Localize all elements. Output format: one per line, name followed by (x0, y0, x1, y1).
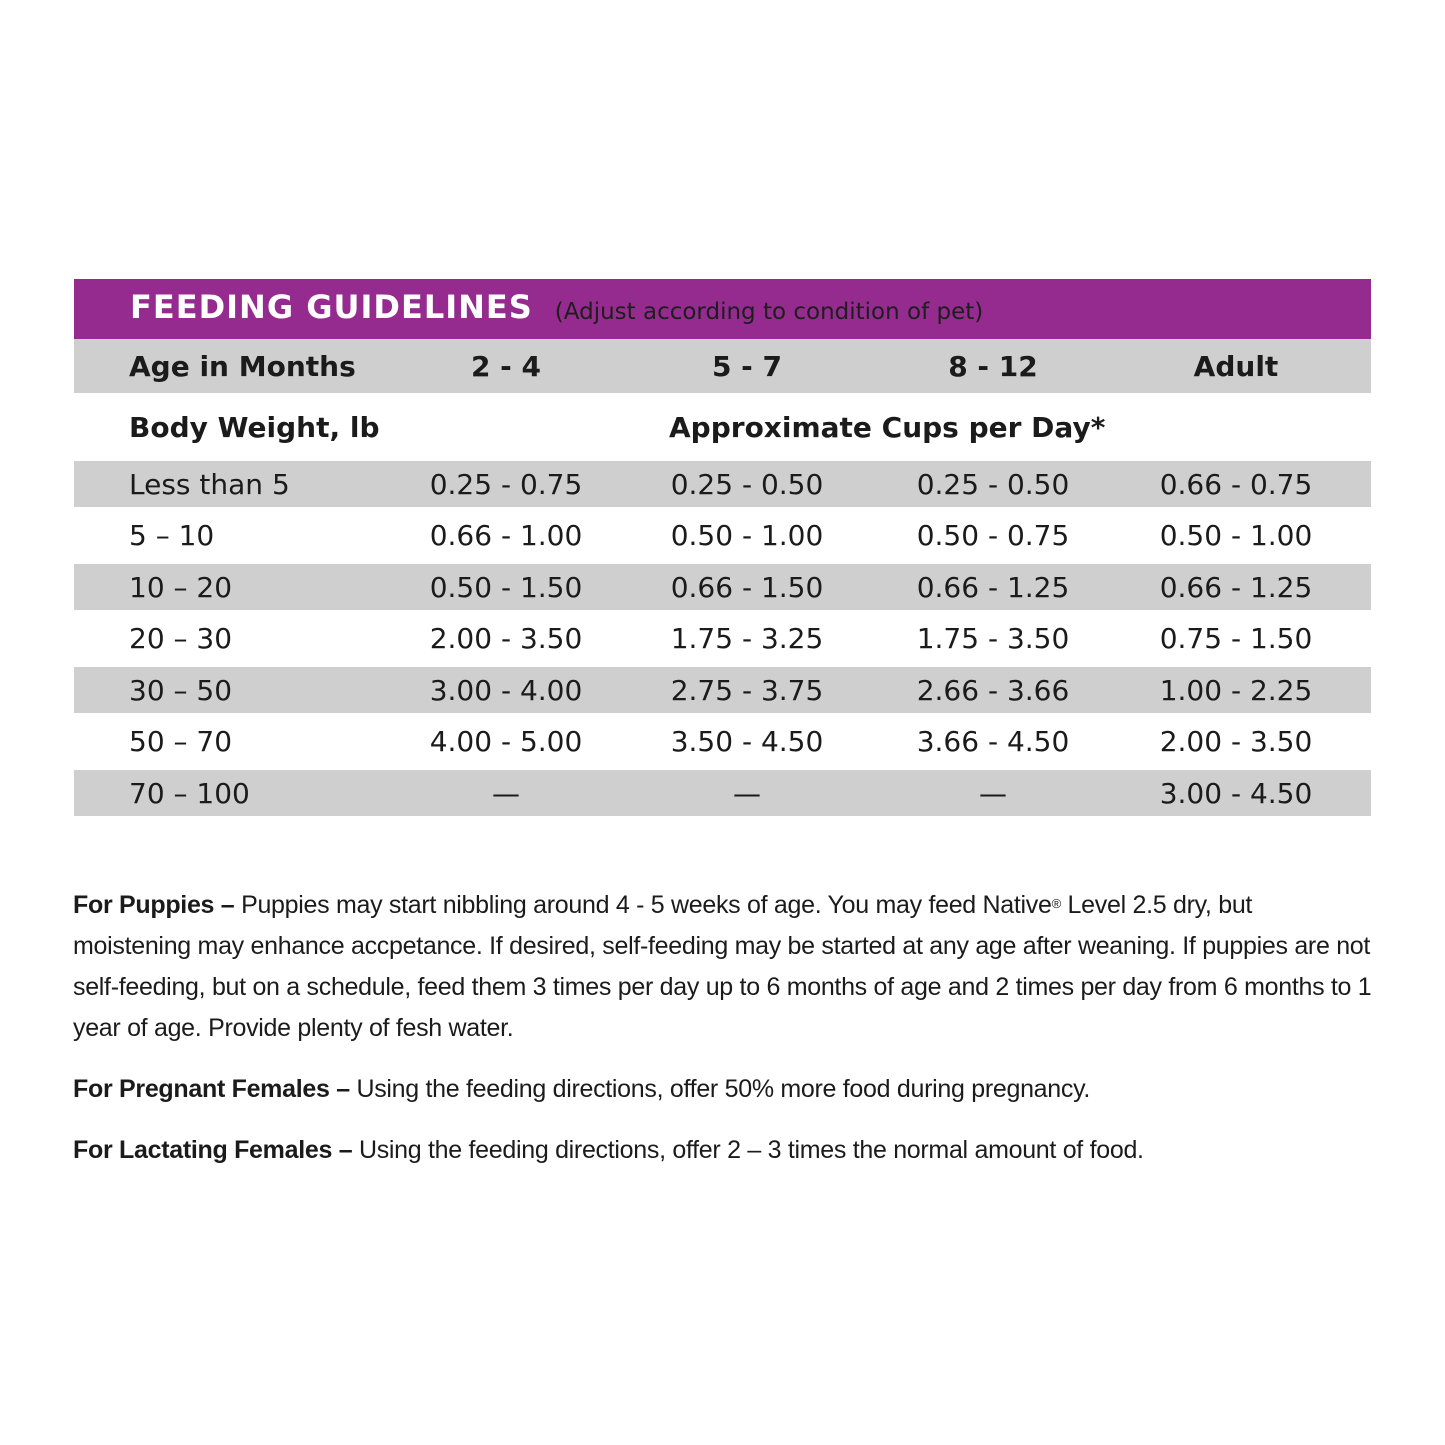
lactating-note (73, 1130, 1373, 1171)
body-weight-label: Body Weight, lb (129, 410, 380, 444)
age-label: Age in Months (129, 349, 356, 383)
weight-cell: 5 – 10 (129, 519, 215, 552)
value-cell: 0.50 - 1.50 (429, 570, 583, 604)
lactating-note-label: For Lactating Females – (73, 1136, 353, 1164)
value-cell: 4.00 - 5.00 (429, 725, 583, 758)
value-cell: 0.66 - 0.75 (1159, 467, 1313, 501)
value-cell: 0.66 - 1.00 (429, 519, 583, 552)
value-cell: 0.66 - 1.50 (670, 570, 824, 604)
pregnant-note (73, 1069, 1373, 1110)
table-row (74, 667, 1371, 713)
sub-header-row (74, 393, 1371, 461)
table-subtitle: (Adjust according to condition of pet) (554, 299, 984, 325)
age-column-header: 2 - 4 (470, 349, 542, 383)
age-header-row (74, 339, 1371, 393)
cups-per-day-label: Approximate Cups per Day* (669, 410, 1106, 444)
value-cell: 2.00 - 3.50 (429, 622, 583, 655)
age-column-header: 8 - 12 (948, 349, 1038, 383)
table-row (74, 564, 1371, 610)
weight-cell: 50 – 70 (129, 725, 233, 758)
weight-cell: 70 – 100 (129, 776, 250, 810)
value-cell: 1.00 - 2.25 (1159, 673, 1313, 707)
value-cell: 0.66 - 1.25 (1159, 570, 1313, 604)
value-cell: 0.50 - 0.75 (916, 519, 1070, 552)
value-cell: 0.75 - 1.50 (1159, 622, 1313, 655)
value-cell: 0.50 - 1.00 (670, 519, 824, 552)
feeding-notes (73, 885, 1373, 1171)
puppies-note (73, 885, 1373, 1049)
value-cell: 2.00 - 3.50 (1159, 725, 1313, 758)
value-cell: 3.50 - 4.50 (670, 725, 824, 758)
value-cell: 0.50 - 1.00 (1159, 519, 1313, 552)
value-cell: — (733, 776, 761, 810)
value-cell: 0.66 - 1.25 (916, 570, 1070, 604)
value-cell: 1.75 - 3.25 (670, 622, 824, 655)
puppies-note-text-cont: Level 2.5 dry, but moistening may enhance accpetance. If desired, self-feeding may be started at any age after weaning. If puppies are not self-feeding, but on a schedule, feed them 3 times per day up to 6 months of age and 2 times per day from 6 months to 1 year of age. Provide plenty of fesh water. (73, 891, 1372, 1042)
value-cell: 0.25 - 0.50 (916, 467, 1070, 501)
value-cell: 0.25 - 0.50 (670, 467, 824, 501)
value-cell: 3.00 - 4.50 (1159, 776, 1313, 810)
table-row (74, 713, 1371, 770)
feeding-guidelines-table (74, 279, 1371, 816)
pregnant-note-text: Using the feeding directions, offer 50% more food during pregnancy. (349, 1075, 1091, 1103)
weight-cell: Less than 5 (129, 467, 290, 501)
table-row (74, 610, 1371, 667)
value-cell: — (492, 776, 520, 810)
registered-mark: ® (1051, 896, 1061, 911)
value-cell: 2.66 - 3.66 (916, 673, 1070, 707)
table-row (74, 770, 1371, 816)
table-row (74, 507, 1371, 564)
age-column-header: 5 - 7 (711, 349, 783, 383)
value-cell: 2.75 - 3.75 (670, 673, 824, 707)
weight-cell: 10 – 20 (129, 570, 233, 604)
puppies-note-text: Puppies may start nibbling around 4 - 5 weeks of age. You may feed Native (234, 891, 1052, 919)
value-cell: 3.00 - 4.00 (429, 673, 583, 707)
lactating-note-text: Using the feeding directions, offer 2 – 3 times the normal amount of food. (352, 1136, 1144, 1164)
table-title: FEEDING GUIDELINES (130, 288, 533, 326)
title-bar (74, 279, 1371, 339)
weight-cell: 30 – 50 (129, 673, 233, 707)
value-cell: 3.66 - 4.50 (916, 725, 1070, 758)
age-column-header: Adult (1193, 349, 1279, 383)
weight-cell: 20 – 30 (129, 622, 233, 655)
value-cell: 0.25 - 0.75 (429, 467, 583, 501)
value-cell: — (979, 776, 1007, 810)
table-row (74, 461, 1371, 507)
pregnant-note-label: For Pregnant Females – (73, 1075, 350, 1103)
puppies-note-label: For Puppies – (73, 891, 235, 919)
value-cell: 1.75 - 3.50 (916, 622, 1070, 655)
